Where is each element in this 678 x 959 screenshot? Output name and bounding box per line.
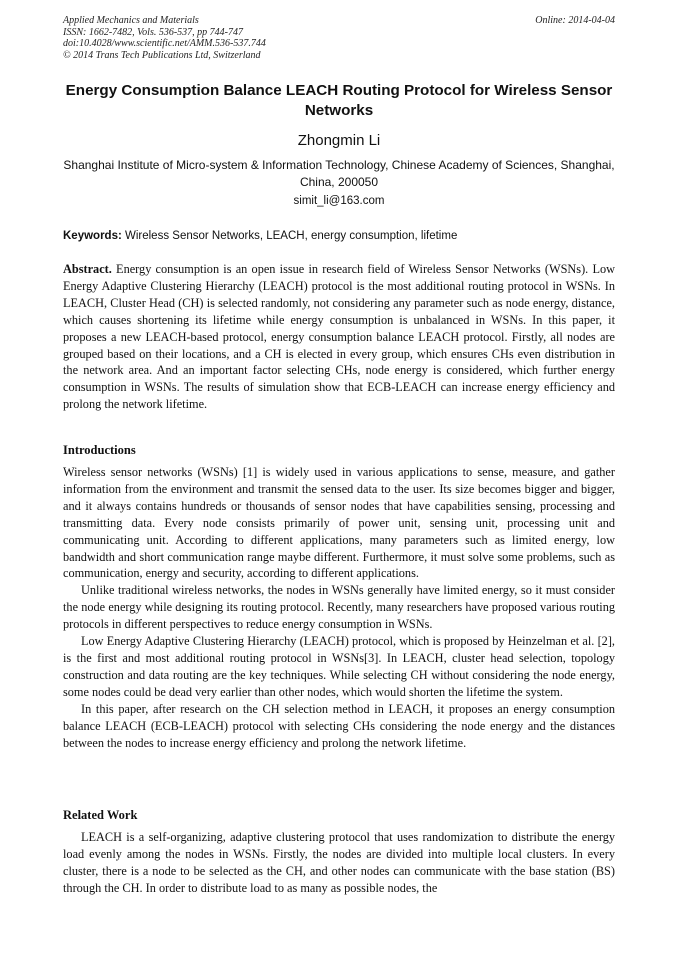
introductions-heading: Introductions: [63, 443, 136, 457]
related-paragraph: LEACH is a self-organizing, adaptive clustering protocol that uses randomization to distribute the energy load evenly among the nodes in WSNs. Firstly, the nodes are divided into multiple local clusters. In every cluster, there is a node to be selected as the CH, and other nodes can communicate with the base station (BS) through the CH. In order to distribute load to as many as possible nodes, the: [63, 830, 615, 895]
author-email[interactable]: simit_li@163.com: [293, 195, 385, 207]
related-work-heading: Related Work: [63, 808, 138, 822]
introductions-section: [63, 464, 615, 751]
keywords-text: Wireless Sensor Networks, LEACH, energy consumption, lifetime: [121, 230, 458, 242]
abstract-text: Energy consumption is an open issue in research field of Wireless Sensor Networks (WSNs). Low Energy Adaptive Clustering Hierarchy (LEACH) protocol is the most additional routing protocol in WSNs. In LEACH, Cluster Head (CH) is selected randomly, not considering any parameter such as node energy, distance, which causes shortening its lifetime while energy consumption is unbalanced in WSNs. In this paper, it proposes a new LEACH-based protocol, energy consumption balance LEACH protocol. Firstly, all nodes are grouped based on their locations, and a CH is elected in every group, which ensures CHs even distribution in the network area. And an important factor selecting CHs, node energy is considered, which further energy consumption in WSNs. The results of simulation show that ECB-LEACH can increase energy efficiency and prolong the network lifetime.: [63, 262, 615, 412]
intro-paragraph: Wireless sensor networks (WSNs) [1] is widely used in various applications to sense, measure, and gather information from the environment and transmit the sensed data to the user. Its size becomes bigger and bigger, and it always contains hundreds or thousands of sensor nodes that have capabilities sensing, processing and transmitting data. Every node consists primarily of power unit, sensing unit, processing unit and communicating unit. According to different applications, many parameters such as limited energy, low bandwidth and short communication range maybe different. Furthermore, it must solve some problems, such as communication, energy and security, according to different applications.: [63, 465, 615, 581]
journal-copyright: © 2014 Trans Tech Publications Ltd, Switzerland: [63, 49, 261, 61]
author-affiliation: Shanghai Institute of Micro-system & Information Technology, Chinese Academy of Sciences, Shanghai, China, 200050: [63, 158, 615, 189]
author-name: Zhongmin Li: [297, 132, 381, 149]
intro-paragraph: Low Energy Adaptive Clustering Hierarchy (LEACH) protocol, which is proposed by Heinzelman et al. [2], is the first and most additional routing protocol in WSNs[3]. In LEACH, cluster head selection, topology construction and data routing are the key techniques. While selecting CH without considering the node energy, some nodes could be dead very earlier than other nodes, which would shorten the lifetime the system.: [63, 634, 615, 699]
keywords: [63, 228, 615, 244]
intro-paragraph: In this paper, after research on the CH selection method in LEACH, it proposes an energy consumption balance LEACH (ECB-LEACH) protocol with selecting CHs considering the node energy and the distances between the nodes to increase energy efficiency and prolong the network lifetime.: [63, 701, 615, 750]
abstract: [63, 261, 615, 413]
journal-issn: ISSN: 1662-7482, Vols. 536-537, pp 744-747: [63, 26, 243, 38]
journal-doi[interactable]: doi:10.4028/www.scientific.net/AMM.536-537.744: [63, 38, 266, 49]
abstract-label: Abstract.: [63, 262, 112, 276]
journal-name: Applied Mechanics and Materials: [63, 15, 199, 26]
intro-paragraph: Unlike traditional wireless networks, the nodes in WSNs generally have limited energy, so it must consider the node energy while designing its routing protocol. Recently, many researchers have proposed various routing protocols in different perspectives to reduce energy consumption in WSNs.: [63, 583, 615, 632]
journal-header: [63, 15, 266, 61]
paper-title: Energy Consumption Balance LEACH Routing Protocol for Wireless Sensor Networks: [65, 82, 613, 119]
online-date: Online: 2014-04-04: [535, 15, 615, 26]
keywords-label: Keywords:: [63, 230, 122, 242]
related-work-section: [63, 829, 615, 897]
